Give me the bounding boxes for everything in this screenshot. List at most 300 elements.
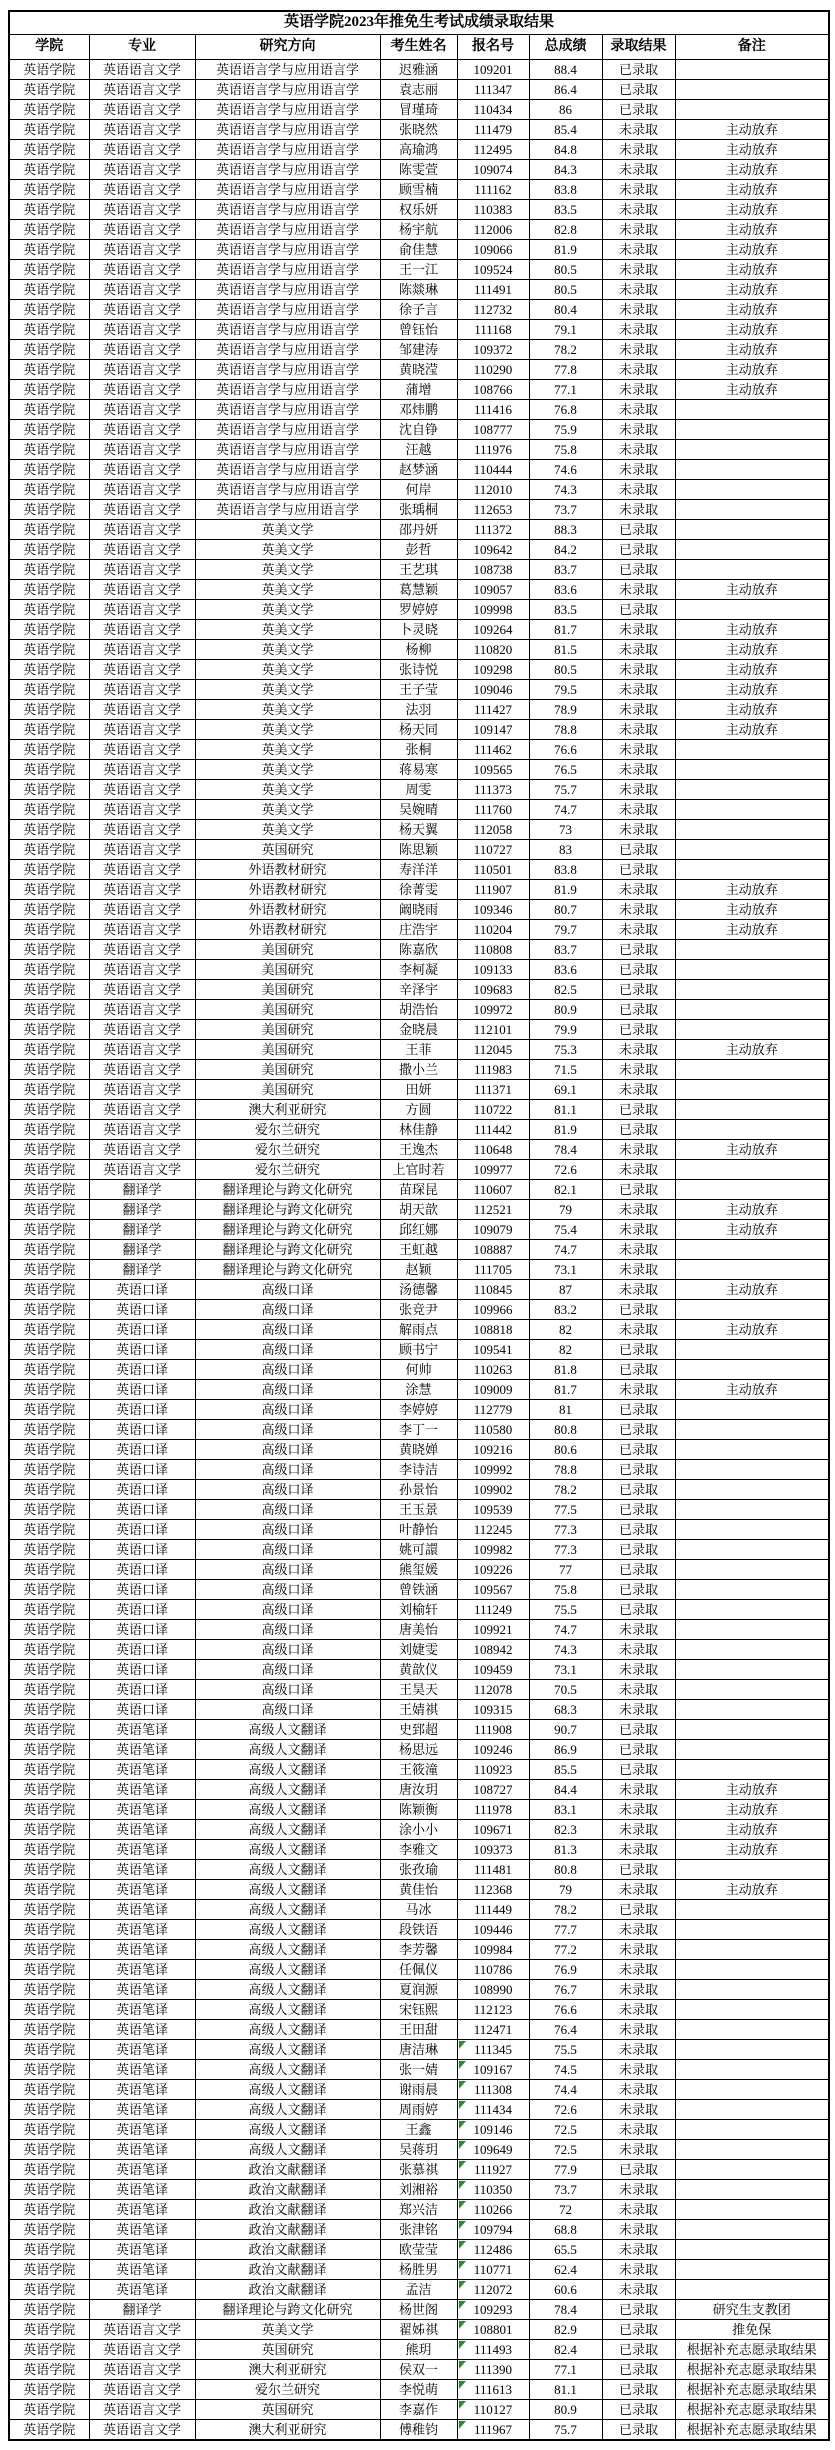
cell-college: 英语学院 [9,2200,89,2220]
cell-admission-result: 已录取 [602,100,675,120]
cell-admission-result: 已录取 [602,2420,675,2441]
cell-remark [675,2080,829,2100]
cell-college: 英语学院 [9,200,89,220]
cell-admission-result: 未录取 [602,1660,675,1680]
cell-student-name: 李诗洁 [380,1460,457,1480]
table-row [9,680,829,700]
cell-college: 英语学院 [9,1320,89,1340]
cell-student-name: 侯双一 [380,2360,457,2380]
cell-major: 英语语言文学 [89,820,195,840]
cell-registration-number: 111907 [457,880,529,900]
cell-total-score: 81.7 [529,1380,602,1400]
cell-major: 英语笔译 [89,1760,195,1780]
table-row [9,1940,829,1960]
cell-major: 英语语言文学 [89,600,195,620]
cell-college: 英语学院 [9,1680,89,1700]
cell-registration-number: 111372 [457,520,529,540]
cell-direction: 英美文学 [195,660,380,680]
cell-college: 英语学院 [9,1700,89,1720]
cell-total-score: 85.5 [529,1760,602,1780]
cell-direction: 高级人文翻译 [195,2080,380,2100]
cell-direction: 高级人文翻译 [195,1760,380,1780]
cell-direction: 英语语言学与应用语言学 [195,480,380,500]
cell-direction: 翻译理论与跨文化研究 [195,1260,380,1280]
cell-college: 英语学院 [9,660,89,680]
cell-total-score: 75.7 [529,2420,602,2441]
cell-registration-number: 108801 [457,2320,529,2340]
cell-college: 英语学院 [9,700,89,720]
cell-college: 英语学院 [9,720,89,740]
cell-remark: 主动放弃 [675,1220,829,1240]
number-stored-as-text-flag-icon [459,2161,466,2169]
cell-student-name: 杨柳 [380,640,457,660]
cell-remark: 主动放弃 [675,700,829,720]
cell-direction: 高级人文翻译 [195,2120,380,2140]
cell-major: 翻译学 [89,2300,195,2320]
cell-college: 英语学院 [9,580,89,600]
cell-total-score: 74.7 [529,1240,602,1260]
table-row [9,780,829,800]
cell-student-name: 阚晓雨 [380,900,457,920]
cell-direction: 翻译理论与跨文化研究 [195,2300,380,2320]
cell-direction: 高级人文翻译 [195,1880,380,1900]
cell-major: 英语语言文学 [89,440,195,460]
cell-total-score: 73.1 [529,1660,602,1680]
cell-registration-number: 110722 [457,1100,529,1120]
cell-remark [675,1080,829,1100]
cell-remark [675,860,829,880]
cell-admission-result: 未录取 [602,440,675,460]
cell-admission-result: 未录取 [602,1640,675,1660]
cell-major: 英语口译 [89,1420,195,1440]
cell-student-name: 胡天歆 [380,1200,457,1220]
table-row [9,200,829,220]
table-row [9,960,829,980]
cell-registration-number: 109216 [457,1440,529,1460]
cell-admission-result: 未录取 [602,2120,675,2140]
cell-direction: 英语语言学与应用语言学 [195,320,380,340]
cell-registration-number: 111491 [457,280,529,300]
cell-direction: 英国研究 [195,2340,380,2360]
cell-remark [675,1660,829,1680]
table-row [9,1200,829,1220]
cell-direction: 高级口译 [195,1400,380,1420]
cell-major: 英语语言文学 [89,520,195,540]
cell-college: 英语学院 [9,1200,89,1220]
cell-remark: 主动放弃 [675,260,829,280]
cell-direction: 高级口译 [195,1340,380,1360]
cell-direction: 澳大利亚研究 [195,2420,380,2441]
cell-major: 英语语言文学 [89,2320,195,2340]
cell-direction: 爱尔兰研究 [195,2380,380,2400]
column-header-college: 学院 [9,35,89,60]
cell-admission-result: 已录取 [602,1720,675,1740]
cell-total-score: 68.3 [529,1700,602,1720]
table-row [9,260,829,280]
cell-major: 英语语言文学 [89,1000,195,1020]
cell-total-score: 84.2 [529,540,602,560]
cell-college: 英语学院 [9,1560,89,1580]
cell-total-score: 82.3 [529,1820,602,1840]
cell-student-name: 葛慧颖 [380,580,457,600]
number-stored-as-text-flag-icon [459,2361,466,2369]
cell-college: 英语学院 [9,1500,89,1520]
cell-admission-result: 未录取 [602,2220,675,2240]
cell-college: 英语学院 [9,1360,89,1380]
table-row [9,2000,829,2020]
table-row [9,320,829,340]
cell-direction: 翻译理论与跨文化研究 [195,1200,380,1220]
cell-remark [675,1460,829,1480]
cell-admission-result: 未录取 [602,1620,675,1640]
cell-registration-number: 112072 [457,2280,529,2300]
cell-registration-number: 109966 [457,1300,529,1320]
cell-direction: 高级人文翻译 [195,2020,380,2040]
table-row [9,2040,829,2060]
cell-registration-number: 109459 [457,1660,529,1680]
cell-student-name: 庄浩宇 [380,920,457,940]
table-row [9,240,829,260]
cell-registration-number: 112058 [457,820,529,840]
cell-major: 英语语言文学 [89,1060,195,1080]
cell-college: 英语学院 [9,180,89,200]
table-row [9,580,829,600]
cell-registration-number: 112101 [457,1020,529,1040]
cell-admission-result: 未录取 [602,120,675,140]
cell-registration-number: 109984 [457,1940,529,1960]
cell-remark [675,2020,829,2040]
cell-student-name: 汪越 [380,440,457,460]
cell-registration-number: 108942 [457,1640,529,1660]
cell-direction: 美国研究 [195,1040,380,1060]
cell-direction: 英国研究 [195,840,380,860]
cell-admission-result: 未录取 [602,1880,675,1900]
cell-total-score: 84.8 [529,140,602,160]
cell-major: 英语语言文学 [89,160,195,180]
cell-total-score: 86.4 [529,80,602,100]
cell-direction: 高级人文翻译 [195,1920,380,1940]
cell-remark [675,740,829,760]
cell-college: 英语学院 [9,100,89,120]
cell-student-name: 吴婉晴 [380,800,457,820]
cell-total-score: 72.5 [529,2120,602,2140]
cell-remark: 研究生支教团 [675,2300,829,2320]
cell-student-name: 王艺琪 [380,560,457,580]
cell-admission-result: 已录取 [602,1560,675,1580]
cell-major: 英语语言文学 [89,960,195,980]
cell-admission-result: 未录取 [602,1260,675,1280]
cell-registration-number: 110383 [457,200,529,220]
table-row [9,2080,829,2100]
table-row [9,1880,829,1900]
cell-direction: 高级口译 [195,1620,380,1640]
cell-remark [675,1340,829,1360]
cell-admission-result: 未录取 [602,2180,675,2200]
cell-major: 英语语言文学 [89,1140,195,1160]
cell-direction: 英语语言学与应用语言学 [195,340,380,360]
cell-registration-number: 109541 [457,1340,529,1360]
cell-total-score: 78.2 [529,340,602,360]
table-row [9,2340,829,2360]
cell-remark: 根据补充志愿录取结果 [675,2420,829,2441]
cell-remark [675,2240,829,2260]
cell-total-score: 77.9 [529,2160,602,2180]
cell-college: 英语学院 [9,1820,89,1840]
cell-student-name: 寿洋洋 [380,860,457,880]
number-stored-as-text-flag-icon [459,2101,466,2109]
table-row [9,640,829,660]
cell-major: 英语语言文学 [89,1160,195,1180]
cell-registration-number: 110786 [457,1960,529,1980]
cell-college: 英语学院 [9,1620,89,1640]
cell-direction: 外语教材研究 [195,920,380,940]
cell-remark: 根据补充志愿录取结果 [675,2380,829,2400]
table-row [9,1140,829,1160]
cell-student-name: 高瑜鸿 [380,140,457,160]
cell-total-score: 80.5 [529,260,602,280]
cell-college: 英语学院 [9,2020,89,2040]
cell-admission-result: 未录取 [602,1280,675,1300]
cell-total-score: 77.1 [529,380,602,400]
cell-remark [675,60,829,80]
cell-student-name: 沈自铮 [380,420,457,440]
cell-student-name: 杨世阁 [380,2300,457,2320]
cell-admission-result: 未录取 [602,1820,675,1840]
cell-total-score: 88.3 [529,520,602,540]
cell-direction: 英美文学 [195,720,380,740]
cell-student-name: 夏润源 [380,1980,457,2000]
cell-direction: 英美文学 [195,680,380,700]
table-row [9,2220,829,2240]
table-row [9,560,829,580]
cell-student-name: 王菲 [380,1040,457,1060]
cell-registration-number: 110771 [457,2260,529,2280]
cell-major: 英语语言文学 [89,220,195,240]
table-row [9,80,829,100]
cell-student-name: 唐美怡 [380,1620,457,1640]
cell-college: 英语学院 [9,940,89,960]
cell-college: 英语学院 [9,280,89,300]
cell-major: 英语语言文学 [89,2360,195,2380]
cell-direction: 高级人文翻译 [195,2100,380,2120]
cell-major: 英语笔译 [89,2180,195,2200]
cell-total-score: 81.9 [529,240,602,260]
cell-total-score: 82 [529,1320,602,1340]
cell-remark [675,1000,829,1020]
cell-admission-result: 未录取 [602,2040,675,2060]
cell-registration-number: 111705 [457,1260,529,1280]
cell-direction: 英国研究 [195,2400,380,2420]
cell-student-name: 刘湘裕 [380,2180,457,2200]
cell-registration-number: 108887 [457,1240,529,1260]
number-stored-as-text-flag-icon [459,2181,466,2189]
table-row [9,700,829,720]
cell-registration-number: 110290 [457,360,529,380]
cell-total-score: 80.8 [529,1860,602,1880]
cell-total-score: 81.1 [529,1100,602,1120]
cell-direction: 高级口译 [195,1380,380,1400]
table-row [9,1120,829,1140]
cell-college: 英语学院 [9,2060,89,2080]
cell-college: 英语学院 [9,80,89,100]
cell-student-name: 辛泽宇 [380,980,457,1000]
cell-direction: 爱尔兰研究 [195,1120,380,1140]
table-row [9,1760,829,1780]
cell-registration-number: 112653 [457,500,529,520]
table-row [9,980,829,1000]
cell-registration-number: 111249 [457,1600,529,1620]
table-row [9,2360,829,2380]
cell-student-name: 王玉景 [380,1500,457,1520]
cell-remark [675,2040,829,2060]
cell-remark: 主动放弃 [675,320,829,340]
cell-college: 英语学院 [9,1480,89,1500]
cell-college: 英语学院 [9,2100,89,2120]
cell-major: 英语语言文学 [89,460,195,480]
cell-total-score: 79.1 [529,320,602,340]
cell-remark [675,2280,829,2300]
cell-major: 英语语言文学 [89,120,195,140]
cell-remark [675,500,829,520]
cell-major: 英语口译 [89,1540,195,1560]
cell-remark: 根据补充志愿录取结果 [675,2360,829,2380]
cell-college: 英语学院 [9,2180,89,2200]
cell-college: 英语学院 [9,1760,89,1780]
cell-total-score: 74.3 [529,1640,602,1660]
table-row [9,300,829,320]
cell-admission-result: 已录取 [602,1580,675,1600]
cell-major: 英语口译 [89,1480,195,1500]
cell-major: 英语语言文学 [89,920,195,940]
cell-remark: 主动放弃 [675,1840,829,1860]
cell-direction: 政治文献翻译 [195,2180,380,2200]
cell-college: 英语学院 [9,1220,89,1240]
cell-student-name: 熊玺媛 [380,1560,457,1580]
cell-student-name: 任佩仪 [380,1960,457,1980]
cell-admission-result: 未录取 [602,640,675,660]
cell-college: 英语学院 [9,1580,89,1600]
cell-total-score: 76.7 [529,1980,602,2000]
cell-admission-result: 未录取 [602,1980,675,2000]
cell-direction: 英美文学 [195,520,380,540]
cell-remark: 主动放弃 [675,140,829,160]
cell-admission-result: 未录取 [602,2000,675,2020]
table-row [9,1780,829,1800]
cell-total-score: 83.6 [529,580,602,600]
table-row [9,1400,829,1420]
cell-major: 英语语言文学 [89,580,195,600]
cell-total-score: 83.2 [529,1300,602,1320]
cell-admission-result: 未录取 [602,2240,675,2260]
cell-remark: 主动放弃 [675,220,829,240]
cell-admission-result: 未录取 [602,780,675,800]
cell-direction: 政治文献翻译 [195,2240,380,2260]
cell-direction: 高级口译 [195,1320,380,1340]
cell-direction: 爱尔兰研究 [195,1140,380,1160]
cell-direction: 英语语言学与应用语言学 [195,180,380,200]
cell-admission-result: 未录取 [602,1040,675,1060]
cell-registration-number: 109642 [457,540,529,560]
cell-college: 英语学院 [9,880,89,900]
cell-student-name: 李悦萌 [380,2380,457,2400]
cell-student-name: 王一江 [380,260,457,280]
cell-major: 英语语言文学 [89,480,195,500]
cell-registration-number: 112045 [457,1040,529,1060]
cell-direction: 爱尔兰研究 [195,1160,380,1180]
cell-major: 英语口译 [89,1400,195,1420]
cell-remark [675,1700,829,1720]
cell-major: 英语语言文学 [89,660,195,680]
cell-registration-number: 109524 [457,260,529,280]
cell-major: 英语口译 [89,1620,195,1640]
cell-total-score: 77.5 [529,1500,602,1520]
cell-admission-result: 已录取 [602,1900,675,1920]
table-row [9,1440,829,1460]
cell-major: 英语口译 [89,1300,195,1320]
cell-remark: 主动放弃 [675,720,829,740]
cell-college: 英语学院 [9,500,89,520]
cell-direction: 英语语言学与应用语言学 [195,60,380,80]
cell-remark: 主动放弃 [675,120,829,140]
table-row [9,1480,829,1500]
cell-admission-result: 未录取 [602,360,675,380]
cell-college: 英语学院 [9,2360,89,2380]
cell-major: 英语笔译 [89,2160,195,2180]
cell-admission-result: 未录取 [602,720,675,740]
cell-total-score: 78.8 [529,720,602,740]
cell-direction: 高级口译 [195,1500,380,1520]
cell-major: 英语口译 [89,1500,195,1520]
cell-remark [675,2180,829,2200]
cell-direction: 高级口译 [195,1520,380,1540]
cell-admission-result: 未录取 [602,1160,675,1180]
cell-total-score: 77.2 [529,1940,602,1960]
cell-remark [675,1640,829,1660]
cell-registration-number: 108766 [457,380,529,400]
cell-direction: 英美文学 [195,600,380,620]
cell-major: 英语语言文学 [89,1120,195,1140]
cell-remark [675,840,829,860]
cell-registration-number: 109293 [457,2300,529,2320]
cell-major: 英语口译 [89,1360,195,1380]
cell-remark [675,1300,829,1320]
cell-remark: 主动放弃 [675,920,829,940]
cell-direction: 英语语言学与应用语言学 [195,360,380,380]
cell-college: 英语学院 [9,1860,89,1880]
cell-registration-number: 108738 [457,560,529,580]
cell-major: 英语口译 [89,1280,195,1300]
cell-major: 英语笔译 [89,2200,195,2220]
cell-total-score: 82.1 [529,1180,602,1200]
table-row [9,1800,829,1820]
cell-student-name: 张慕祺 [380,2160,457,2180]
cell-total-score: 69.1 [529,1080,602,1100]
cell-total-score: 80.6 [529,1440,602,1460]
cell-total-score: 81.1 [529,2380,602,2400]
table-row [9,1060,829,1080]
cell-student-name: 周雨婷 [380,2100,457,2120]
cell-major: 英语笔译 [89,1780,195,1800]
cell-major: 英语语言文学 [89,680,195,700]
cell-student-name: 赵梦涵 [380,460,457,480]
cell-major: 翻译学 [89,1200,195,1220]
cell-direction: 英语语言学与应用语言学 [195,300,380,320]
cell-admission-result: 未录取 [602,2260,675,2280]
cell-total-score: 84.3 [529,160,602,180]
cell-registration-number: 111308 [457,2080,529,2100]
table-row [9,2300,829,2320]
table-row [9,820,829,840]
